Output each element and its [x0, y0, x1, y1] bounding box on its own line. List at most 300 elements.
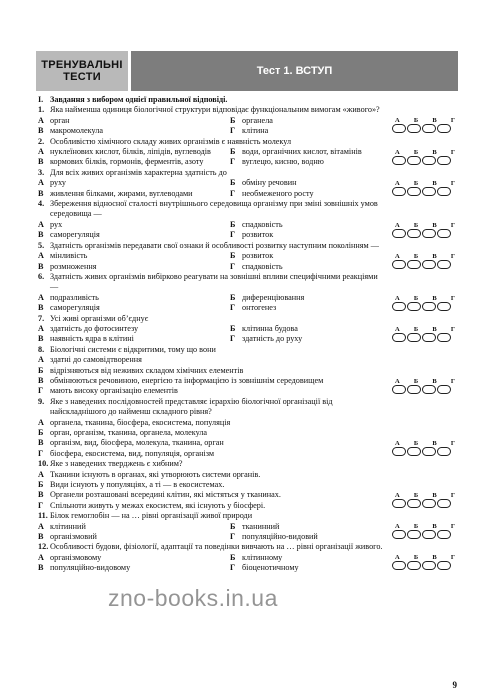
answer-box-3[interactable] — [422, 260, 436, 269]
question-stem — [38, 459, 458, 469]
option-d — [230, 189, 384, 199]
option-a — [38, 116, 230, 126]
option-text: органела, тканина, біосфера, екосистема, популяція — [50, 417, 231, 427]
section-number: I. — [38, 95, 44, 104]
option-letter: Г — [230, 261, 236, 271]
option-b — [38, 366, 384, 376]
header-left-line2: ТЕСТИ — [63, 71, 101, 83]
option-c — [38, 189, 230, 199]
answer-letter: Б — [413, 554, 419, 562]
option-letter: В — [38, 126, 44, 136]
option-b — [230, 251, 384, 261]
question-2 — [38, 137, 458, 168]
option-text: розвиток — [242, 230, 274, 240]
answer-boxes — [392, 385, 458, 394]
option-b — [230, 178, 384, 188]
option-text: відрізняються від неживих складом хімічних елементів — [50, 365, 244, 375]
option-letter: Г — [230, 303, 236, 313]
answer-letter: Г — [450, 117, 455, 125]
option-b — [230, 293, 384, 303]
answer-box-4[interactable] — [437, 302, 451, 311]
option-letter: Б — [230, 115, 236, 125]
answer-grid-letters — [392, 117, 458, 124]
question-text: Збереження відносної сталості внутрішнього середовища організму при зміні зовнішніх умов середовища — — [50, 199, 378, 219]
option-d — [230, 563, 384, 573]
option-text: органела — [242, 115, 273, 125]
answer-letter: Г — [450, 325, 455, 333]
option-d — [38, 449, 384, 459]
option-letter: А — [38, 469, 44, 479]
option-a — [38, 147, 230, 157]
answer-box-1[interactable] — [392, 385, 406, 394]
answer-grid-letters — [392, 492, 458, 499]
option-text: кормових білків, гормонів, ферментів, азоту — [50, 157, 204, 167]
option-text: нуклеїнових кислот, білків, ліпідів, вуглеводів — [50, 147, 211, 157]
option-letter: Б — [38, 428, 44, 437]
answer-box-1[interactable] — [392, 229, 406, 238]
option-letter: А — [38, 219, 44, 229]
option-text: здатні до самовідтворення — [50, 355, 142, 365]
answer-box-4[interactable] — [437, 499, 451, 508]
answer-box-2[interactable] — [407, 530, 421, 539]
question-8 — [38, 345, 458, 397]
answer-box-4[interactable] — [437, 561, 451, 570]
answer-box-4[interactable] — [437, 333, 451, 342]
answer-box-2[interactable] — [407, 260, 421, 269]
question-stem — [38, 241, 458, 251]
option-text: спадковість — [242, 261, 283, 271]
option-d — [38, 386, 384, 396]
question-number: 2. — [38, 136, 45, 146]
answer-letter: Б — [413, 294, 419, 302]
option-d — [230, 230, 384, 240]
answer-box-3[interactable] — [422, 499, 436, 508]
question-stem — [38, 137, 458, 147]
answer-grid-letters — [392, 326, 458, 333]
question-number: 11. — [38, 511, 48, 521]
option-d — [230, 532, 384, 542]
option-c — [38, 334, 230, 344]
option-text: розвиток — [242, 251, 274, 261]
answer-letter: В — [432, 117, 437, 125]
option-text: диференціювання — [242, 292, 305, 302]
answer-box-1[interactable] — [392, 302, 406, 311]
answer-box-1[interactable] — [392, 124, 406, 133]
answer-grid — [392, 326, 458, 342]
question-4 — [38, 199, 458, 241]
answer-box-3[interactable] — [422, 156, 436, 165]
answer-grid — [392, 378, 458, 394]
answer-box-2[interactable] — [407, 229, 421, 238]
question-text: Здатність організмів передавати свої ознаки й особливості розвитку наступним поколінням — — [50, 240, 379, 250]
option-c — [38, 157, 230, 167]
option-d — [230, 334, 384, 344]
option-b — [230, 220, 384, 230]
option-letter: Б — [230, 521, 236, 531]
question-stem — [38, 345, 458, 355]
question-stem — [38, 272, 458, 293]
question-number: 12. — [38, 542, 49, 552]
answer-letter: А — [395, 492, 400, 500]
question-number: 9. — [38, 396, 45, 406]
question-text: Яка найменша одиниця біологічної структури відповідає функціональним вимогам «живого»? — [50, 105, 380, 115]
answer-box-3[interactable] — [422, 187, 436, 196]
option-letter: Г — [230, 334, 236, 344]
answer-box-4[interactable] — [437, 260, 451, 269]
option-d — [230, 126, 384, 136]
option-c — [38, 376, 384, 386]
section-heading — [38, 95, 458, 105]
answer-grid — [392, 523, 458, 539]
option-text: обміну речовин — [242, 178, 297, 188]
question-5 — [38, 241, 458, 272]
option-text: клітинний — [50, 521, 86, 531]
answer-box-3[interactable] — [422, 447, 436, 456]
answer-letter: А — [395, 294, 400, 302]
option-text: подразливість — [50, 292, 99, 302]
option-text: здатність до руху — [242, 334, 303, 344]
question-stem — [38, 199, 458, 220]
answer-boxes — [392, 530, 458, 539]
option-letter: В — [38, 303, 44, 313]
option-c — [38, 126, 230, 136]
question-stem — [38, 397, 458, 418]
option-c — [38, 303, 230, 313]
answer-box-2[interactable] — [407, 187, 421, 196]
answer-letter: А — [395, 325, 400, 333]
answer-boxes — [392, 187, 458, 196]
answer-letter: Г — [450, 439, 455, 447]
question-1 — [38, 105, 458, 136]
option-text: Органели розташовані всередині клітин, які містяться у тканинах. — [50, 490, 281, 500]
answer-letter: А — [395, 377, 400, 385]
option-letter: А — [38, 292, 44, 302]
option-text: саморегуляція — [50, 230, 100, 240]
answer-box-4[interactable] — [437, 229, 451, 238]
answer-box-3[interactable] — [422, 229, 436, 238]
answer-box-4[interactable] — [437, 530, 451, 539]
option-a — [38, 553, 230, 563]
option-letter: А — [38, 178, 44, 188]
option-text: біосфера, екосистема, вид, популяція, організм — [50, 448, 215, 458]
answer-box-1[interactable] — [392, 499, 406, 508]
answer-letter: А — [395, 117, 400, 125]
answer-box-3[interactable] — [422, 302, 436, 311]
option-letter: Г — [230, 157, 236, 167]
question-text: Біологічні системи є відкритими, тому що вони — [50, 344, 216, 354]
watermark: zno-books.in.ua — [108, 585, 278, 611]
question-10 — [38, 459, 458, 511]
answer-letter: А — [395, 179, 400, 187]
answer-grid — [392, 180, 458, 196]
answer-letter: Б — [413, 117, 419, 125]
option-text: здатність до фотосинтезу — [50, 323, 139, 333]
option-letter: Г — [230, 188, 236, 198]
option-text: клітинна будова — [242, 323, 298, 333]
answer-box-3[interactable] — [422, 124, 436, 133]
answer-letter: А — [395, 554, 400, 562]
option-text: розмноження — [50, 261, 97, 271]
option-letter: А — [38, 115, 44, 125]
answer-box-3[interactable] — [422, 385, 436, 394]
option-b — [230, 116, 384, 126]
option-letter: В — [38, 490, 44, 500]
option-text: вуглецю, кисню, водню — [242, 157, 324, 167]
answer-box-1[interactable] — [392, 530, 406, 539]
answer-grid-letters — [392, 253, 458, 260]
answer-letter: Б — [413, 222, 419, 230]
option-letter: В — [38, 230, 44, 240]
option-letter: А — [38, 323, 44, 333]
answer-letter: В — [432, 252, 437, 260]
question-number: 5. — [38, 240, 45, 250]
question-number: 4. — [38, 199, 45, 209]
answer-letter: Г — [450, 377, 455, 385]
question-text: Яке з наведених послідовностей представляє ієрархію біологічної організації від найскладнішого до найменш складного рівня? — [50, 396, 333, 417]
answer-box-1[interactable] — [392, 447, 406, 456]
answer-letter: В — [432, 439, 437, 447]
page-number: 9 — [452, 680, 457, 690]
option-letter: А — [38, 355, 44, 365]
option-text: мінливість — [50, 251, 88, 261]
option-b — [230, 522, 384, 532]
test-content — [38, 95, 458, 574]
option-letter: В — [38, 375, 44, 385]
answer-grid-letters — [392, 554, 458, 561]
answer-grid — [392, 149, 458, 165]
option-text: води, органічних кислот, вітамінів — [242, 147, 362, 157]
option-text: Тканини існують в органах, які утворюють системи органів. — [50, 469, 261, 479]
question-9 — [38, 397, 458, 459]
option-text: організмовому — [50, 552, 102, 562]
answer-grid — [392, 253, 458, 269]
answer-box-2[interactable] — [407, 561, 421, 570]
question-number: 10. — [38, 459, 49, 469]
option-letter: Б — [38, 480, 44, 490]
answer-box-3[interactable] — [422, 561, 436, 570]
option-letter: Г — [38, 448, 44, 458]
answer-letter: В — [432, 325, 437, 333]
answer-grid — [392, 222, 458, 238]
answer-letter: Г — [450, 148, 455, 156]
answer-letter: А — [395, 252, 400, 260]
option-text: живлення білками, жирами, вуглеводами — [50, 188, 193, 198]
option-text: тканинний — [242, 521, 280, 531]
option-letter: В — [38, 261, 44, 271]
question-12 — [38, 542, 458, 573]
option-text: наявність ядра в клітині — [50, 334, 134, 344]
answer-letter: Б — [413, 377, 419, 385]
option-letter: В — [38, 563, 44, 573]
answer-box-4[interactable] — [437, 187, 451, 196]
option-d — [230, 157, 384, 167]
training-tests-label — [36, 51, 128, 91]
question-7 — [38, 314, 458, 345]
answer-box-2[interactable] — [407, 124, 421, 133]
answer-letter: А — [395, 439, 400, 447]
question-6 — [38, 272, 458, 314]
option-letter: Б — [38, 365, 44, 375]
option-d — [38, 501, 384, 511]
option-c — [38, 563, 230, 573]
option-text: клітинному — [242, 552, 283, 562]
answer-box-2[interactable] — [407, 499, 421, 508]
answer-grid — [392, 492, 458, 508]
question-number: 6. — [38, 271, 45, 281]
option-letter: Б — [230, 552, 236, 562]
option-text: руху — [50, 178, 66, 188]
answer-box-1[interactable] — [392, 333, 406, 342]
option-letter: А — [38, 147, 44, 157]
answer-box-2[interactable] — [407, 447, 421, 456]
answer-box-2[interactable] — [407, 302, 421, 311]
answer-letter: Г — [450, 492, 455, 500]
answer-boxes — [392, 124, 458, 133]
answer-box-1[interactable] — [392, 156, 406, 165]
answer-letter: Г — [450, 252, 455, 260]
answer-letter: В — [432, 492, 437, 500]
answer-box-1[interactable] — [392, 561, 406, 570]
option-a — [38, 220, 230, 230]
question-stem — [38, 542, 458, 552]
option-text: Спільноти живуть у межах екосистем, які існують у біосфері. — [50, 500, 266, 510]
answer-letter: В — [432, 148, 437, 156]
option-letter: Г — [38, 386, 44, 396]
option-letter: Б — [230, 178, 236, 188]
answer-box-4[interactable] — [437, 385, 451, 394]
option-text: обмінюються речовиною, енергією та інформацією із зовнішнім середовищем — [50, 375, 324, 385]
option-a — [38, 355, 384, 365]
option-text: популяційно-видовий — [242, 532, 318, 542]
question-text: Здатність живих організмів вибірково реагувати на зовнішні впливи специфічними реакціями — — [50, 271, 378, 292]
option-letter: Б — [230, 219, 236, 229]
section-title: Завдання з вибором однієї правильної відповіді. — [50, 95, 228, 104]
answer-letter: В — [432, 222, 437, 230]
option-a — [38, 251, 230, 261]
answer-letter: А — [395, 222, 400, 230]
option-letter: В — [38, 188, 44, 198]
option-c — [38, 532, 230, 542]
option-text: популяційно-видовому — [50, 563, 131, 573]
answer-grid — [392, 440, 458, 456]
question-stem — [38, 105, 458, 115]
answer-box-2[interactable] — [407, 156, 421, 165]
option-text: необмеженого росту — [242, 188, 314, 198]
option-letter: Г — [230, 563, 236, 573]
answer-letter: В — [432, 179, 437, 187]
question-text: Особливістю хімічного складу живих організмів є наявність молекул — [50, 136, 292, 146]
option-c — [38, 262, 230, 272]
answer-box-4[interactable] — [437, 156, 451, 165]
answer-letter: Б — [413, 148, 419, 156]
option-text: клітина — [242, 126, 269, 136]
option-text: організмовий — [50, 532, 97, 542]
option-letter: А — [38, 251, 44, 261]
option-c — [38, 490, 384, 500]
answer-grid — [392, 554, 458, 570]
option-text: орган — [50, 115, 70, 125]
answer-grid-letters — [392, 440, 458, 447]
question-number: 7. — [38, 313, 45, 323]
option-a — [38, 293, 230, 303]
answer-grid-letters — [392, 222, 458, 229]
answer-box-4[interactable] — [437, 447, 451, 456]
answer-letter: Б — [413, 252, 419, 260]
question-stem — [38, 314, 458, 324]
answer-letter: В — [432, 294, 437, 302]
answer-box-1[interactable] — [392, 187, 406, 196]
option-letter: В — [38, 532, 44, 542]
option-b — [230, 147, 384, 157]
option-b — [230, 324, 384, 334]
option-c — [38, 438, 384, 448]
answer-letter: В — [432, 377, 437, 385]
answer-grid-letters — [392, 149, 458, 156]
option-text: рух — [50, 219, 63, 229]
question-stem — [38, 511, 458, 521]
question-3 — [38, 168, 458, 199]
answer-box-3[interactable] — [422, 530, 436, 539]
answer-boxes — [392, 260, 458, 269]
option-letter: В — [38, 438, 44, 448]
answer-box-3[interactable] — [422, 333, 436, 342]
option-text: онтогенез — [242, 303, 277, 313]
answer-letter: Г — [450, 179, 455, 187]
option-b — [38, 428, 384, 438]
question-11 — [38, 511, 458, 542]
answer-grid-letters — [392, 523, 458, 530]
answer-letter: Б — [413, 325, 419, 333]
option-letter: Г — [230, 126, 236, 136]
answer-box-2[interactable] — [407, 385, 421, 394]
option-letter: А — [38, 521, 44, 531]
option-text: спадковість — [242, 219, 283, 229]
answer-boxes — [392, 447, 458, 456]
answer-letter: Г — [450, 523, 455, 531]
question-number: 8. — [38, 344, 45, 354]
option-letter: А — [38, 552, 44, 562]
answer-letter: Б — [413, 523, 419, 531]
answer-grid — [392, 117, 458, 133]
answer-letter: А — [395, 523, 400, 531]
option-letter: Б — [230, 147, 236, 157]
option-letter: А — [38, 417, 44, 427]
answer-boxes — [392, 561, 458, 570]
answer-letter: В — [432, 523, 437, 531]
answer-letter: Г — [450, 222, 455, 230]
answer-boxes — [392, 302, 458, 311]
option-a — [38, 470, 384, 480]
answer-letter: Б — [413, 179, 419, 187]
answer-box-1[interactable] — [392, 260, 406, 269]
answer-grid-letters — [392, 378, 458, 385]
answer-grid-letters — [392, 295, 458, 302]
answer-box-4[interactable] — [437, 124, 451, 133]
answer-letter: А — [395, 148, 400, 156]
question-text: Особливості будови, фізіології, адаптації та поведінки вивчають на … рівні організації живого. — [50, 542, 383, 552]
answer-boxes — [392, 333, 458, 342]
question-text: Білок гемоглобін — на … рівні організації живої природи — [50, 511, 253, 521]
question-text: Усі живі організми об’єднує — [50, 313, 149, 323]
option-letter: Б — [230, 292, 236, 302]
answer-box-2[interactable] — [407, 333, 421, 342]
option-letter: В — [38, 157, 44, 167]
option-a — [38, 418, 384, 428]
question-list — [38, 105, 458, 573]
option-c — [38, 230, 230, 240]
option-text: орган, організм, тканина, органела, молекула — [50, 428, 208, 437]
option-letter: В — [38, 334, 44, 344]
